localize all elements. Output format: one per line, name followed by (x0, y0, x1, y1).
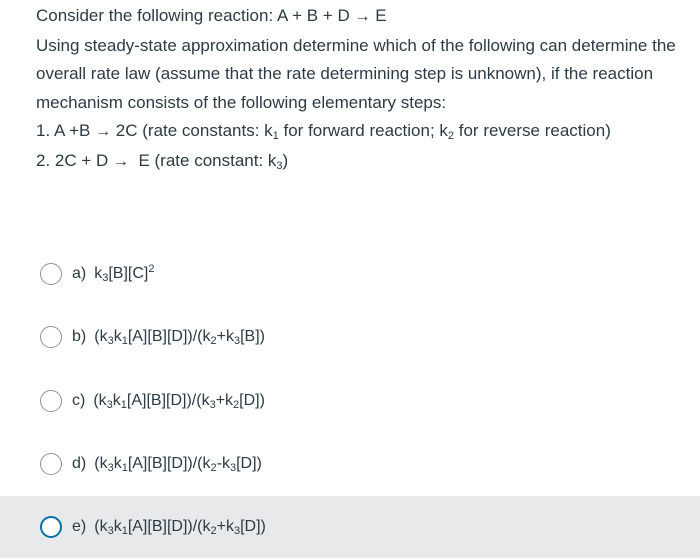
mechanism-step-1: 1. A +B → 2C (rate constants: $k_1$ for forward reaction; $k_2$ for reverse reaction) (36, 121, 611, 143)
arrow-icon: → (95, 123, 112, 141)
radio-button-e[interactable] (40, 516, 62, 538)
radio-button-b[interactable] (40, 326, 62, 348)
radio-button-c[interactable] (40, 390, 62, 412)
arrow-icon: → (354, 8, 371, 25)
answer-letter: a) (72, 265, 87, 282)
answer-option-e[interactable] (0, 496, 700, 558)
answer-formula: $(k_3k_1[A][B][D])/(k_2+k_3[D])$ (94, 518, 266, 537)
answer-text-b (72, 328, 265, 346)
radio-button-a[interactable] (40, 263, 62, 285)
answer-option-c[interactable] (0, 370, 700, 432)
answer-letter: e) (72, 518, 87, 535)
reaction-line: Consider the following reaction: A + B + D → E (36, 6, 387, 25)
answer-option-a[interactable] (0, 243, 700, 305)
mechanism-step-2: 2. 2C + D → E (rate constant: $k_3$) (36, 150, 289, 172)
question-prompt: Using steady-state approximation determine which of the following can determine the overall rate law (assume that the rate determining step is unknown), if the reaction mechanism consists of the following elementary steps: (36, 35, 676, 112)
answer-text-c (72, 392, 265, 410)
answer-option-d[interactable] (0, 433, 700, 495)
answer-text-e (72, 518, 266, 536)
answer-formula: $(k_3k_1[A][B][D])/(k_2-k_3[D])$ (94, 455, 262, 474)
question-text (36, 2, 686, 177)
answer-letter: c) (72, 392, 86, 409)
radio-button-d[interactable] (40, 453, 62, 475)
answer-letter: b) (72, 328, 87, 345)
answer-text-d (72, 455, 262, 473)
answer-formula: $k_3[B][C]^2$ (94, 263, 155, 284)
answer-option-b[interactable] (0, 306, 700, 368)
answer-text-a (72, 265, 155, 283)
answer-formula: $(k_3k_1[A][B][D])/(k_2+k_3[B])$ (94, 328, 265, 347)
answer-letter: d) (72, 455, 87, 472)
answer-formula: $(k_3k_1[A][B][D])/(k_3+k_2[D])$ (93, 392, 265, 411)
arrow-icon: → (113, 152, 130, 170)
